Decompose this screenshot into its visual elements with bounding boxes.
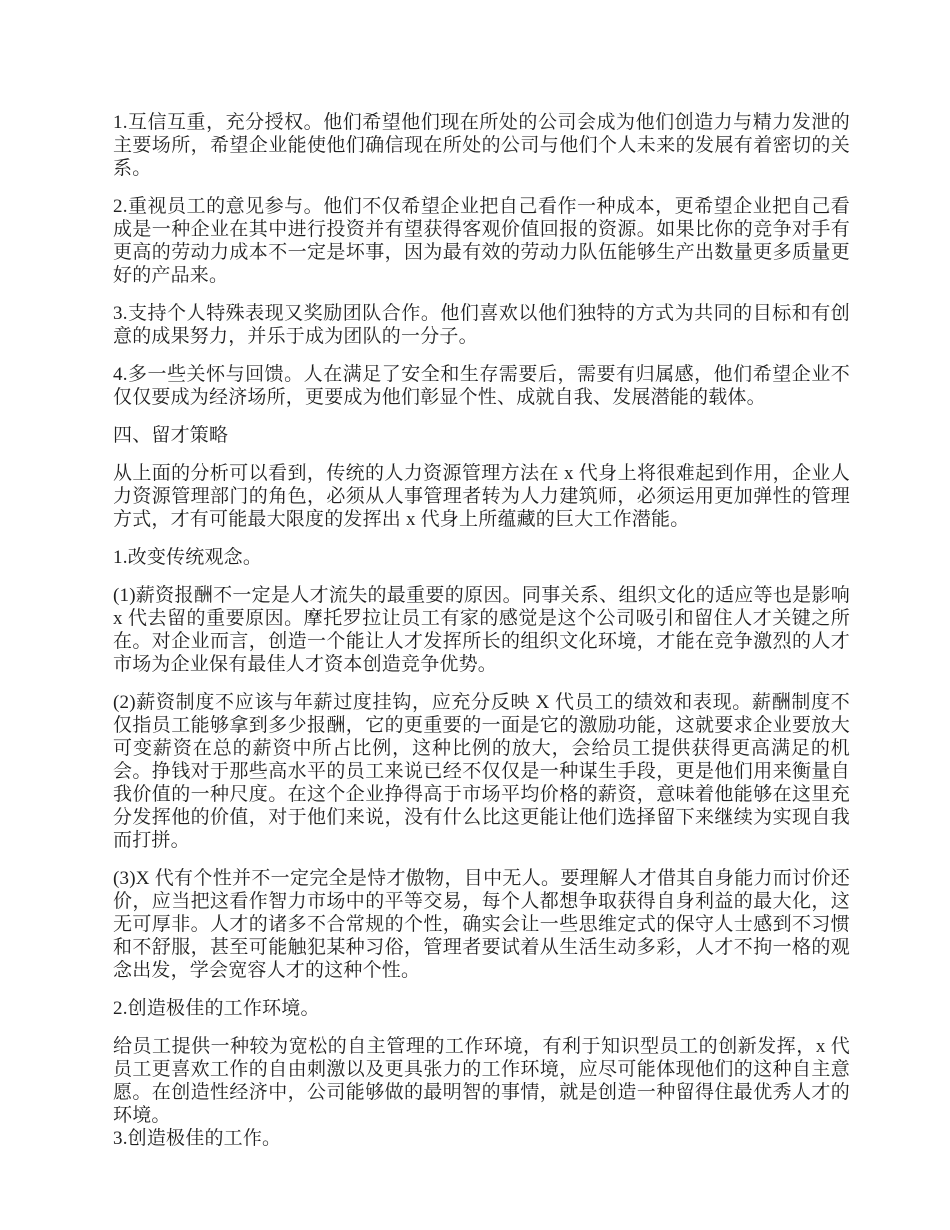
paragraph: (2)薪资制度不应该与年薪过度挂钩，应充分反映 X 代员工的绩效和表现。薪酬制度不仅指员工能够拿到多少报酬，它的更重要的一面是它的激励功能，这就要求企业要放大可变薪资在总的薪资中所占比例，这种比例的放大，会给员工提供获得更高满足的机会。挣钱对于那些高水平的员工来说已经不仅仅是一种谋生手段，更是他们用来衡量自我价值的一种尺度。在这个企业挣得高于市场平均价格的薪资，意味着他能够在这里充分发挥他的价值，对于他们来说，没有什么比这更能让他们选择留下来继续为实现自我而打拼。 [113,692,850,851]
section-heading: 2.创造极佳的工作环境。 [113,998,320,1019]
section-heading: 1.改变传统观念。 [113,547,263,568]
paragraph: 给员工提供一种较为宽松的自主管理的工作环境，有利于知识型员工的创新发挥，x 代员工更喜欢工作的自由刺激以及更具张力的工作环境，应尽可能体现他们的这种自主意愿。在创造性经济中，公司能够做的最明智的事情，就是创造一种留得住最优秀人才的环境。 [113,1036,850,1126]
paragraph: (1)薪资报酬不一定是人才流失的最重要的原因。同事关系、组织文化的适应等也是影响 x 代去留的重要原因。摩托罗拉让员工有家的感觉是这个公司吸引和留住人才关键之所在。对企业而言，创造一个能让人才发挥所长的组织文化环境，才能在竞争激烈的人才市场为企业保有最佳人才资本创造竞争优势。 [113,585,850,675]
paragraph: (3)X 代有个性并不一定完全是恃才傲物，目中无人。要理解人才借其自身能力而讨价还价，应当把这看作智力市场中的平等交易，每个人都想争取获得自身利益的最大化，这无可厚非。人才的诸多不合常规的个性，确实会让一些思维定式的保守人士感到不习惯和不舒服，甚至可能触犯某种习俗，管理者要试着从生活生动多彩，人才不拘一格的观念出发，学会宽容人才的这种个性。 [113,868,850,981]
paragraph: 4.多一些关怀与回馈。人在满足了安全和生存需要后，需要有归属感，他们希望企业不仅仅要成为经济场所，更要成为他们彰显个性、成就自我、发展潜能的载体。 [113,364,850,408]
paragraph: 2.重视员工的意见参与。他们不仅希望企业把自己看作一种成本，更希望企业把自己看成是一种企业在其中进行投资并有望获得客观价值回报的资源。如果比你的竞争对手有更高的劳动力成本不一定是坏事，因为最有效的劳动力队伍能够生产出数量更多质量更好的产品来。 [113,196,850,286]
paragraph: 1.互信互重，充分授权。他们希望他们现在所处的公司会成为他们创造力与精力发泄的主要场所，希望企业能使他们确信现在所处的公司与他们个人未来的发展有着密切的关系。 [113,112,850,179]
text-content [113,111,850,1165]
paragraph: 从上面的分析可以看到，传统的人力资源管理方法在 x 代身上将很难起到作用，企业人力资源管理部门的角色，必须从人事管理者转为人力建筑师，必须运用更加弹性的管理方式，才有可能最大限度的发挥出 x 代身上所蕴藏的巨大工作潜能。 [113,463,850,530]
section-heading: 3.创造极佳的工作。 [113,1128,282,1149]
paragraph: 3.支持个人特殊表现又奖励团队合作。他们喜欢以他们独特的方式为共同的目标和有创意的成果努力，并乐于成为团队的一分子。 [113,303,850,347]
section-heading: 四、留才策略 [113,425,229,446]
